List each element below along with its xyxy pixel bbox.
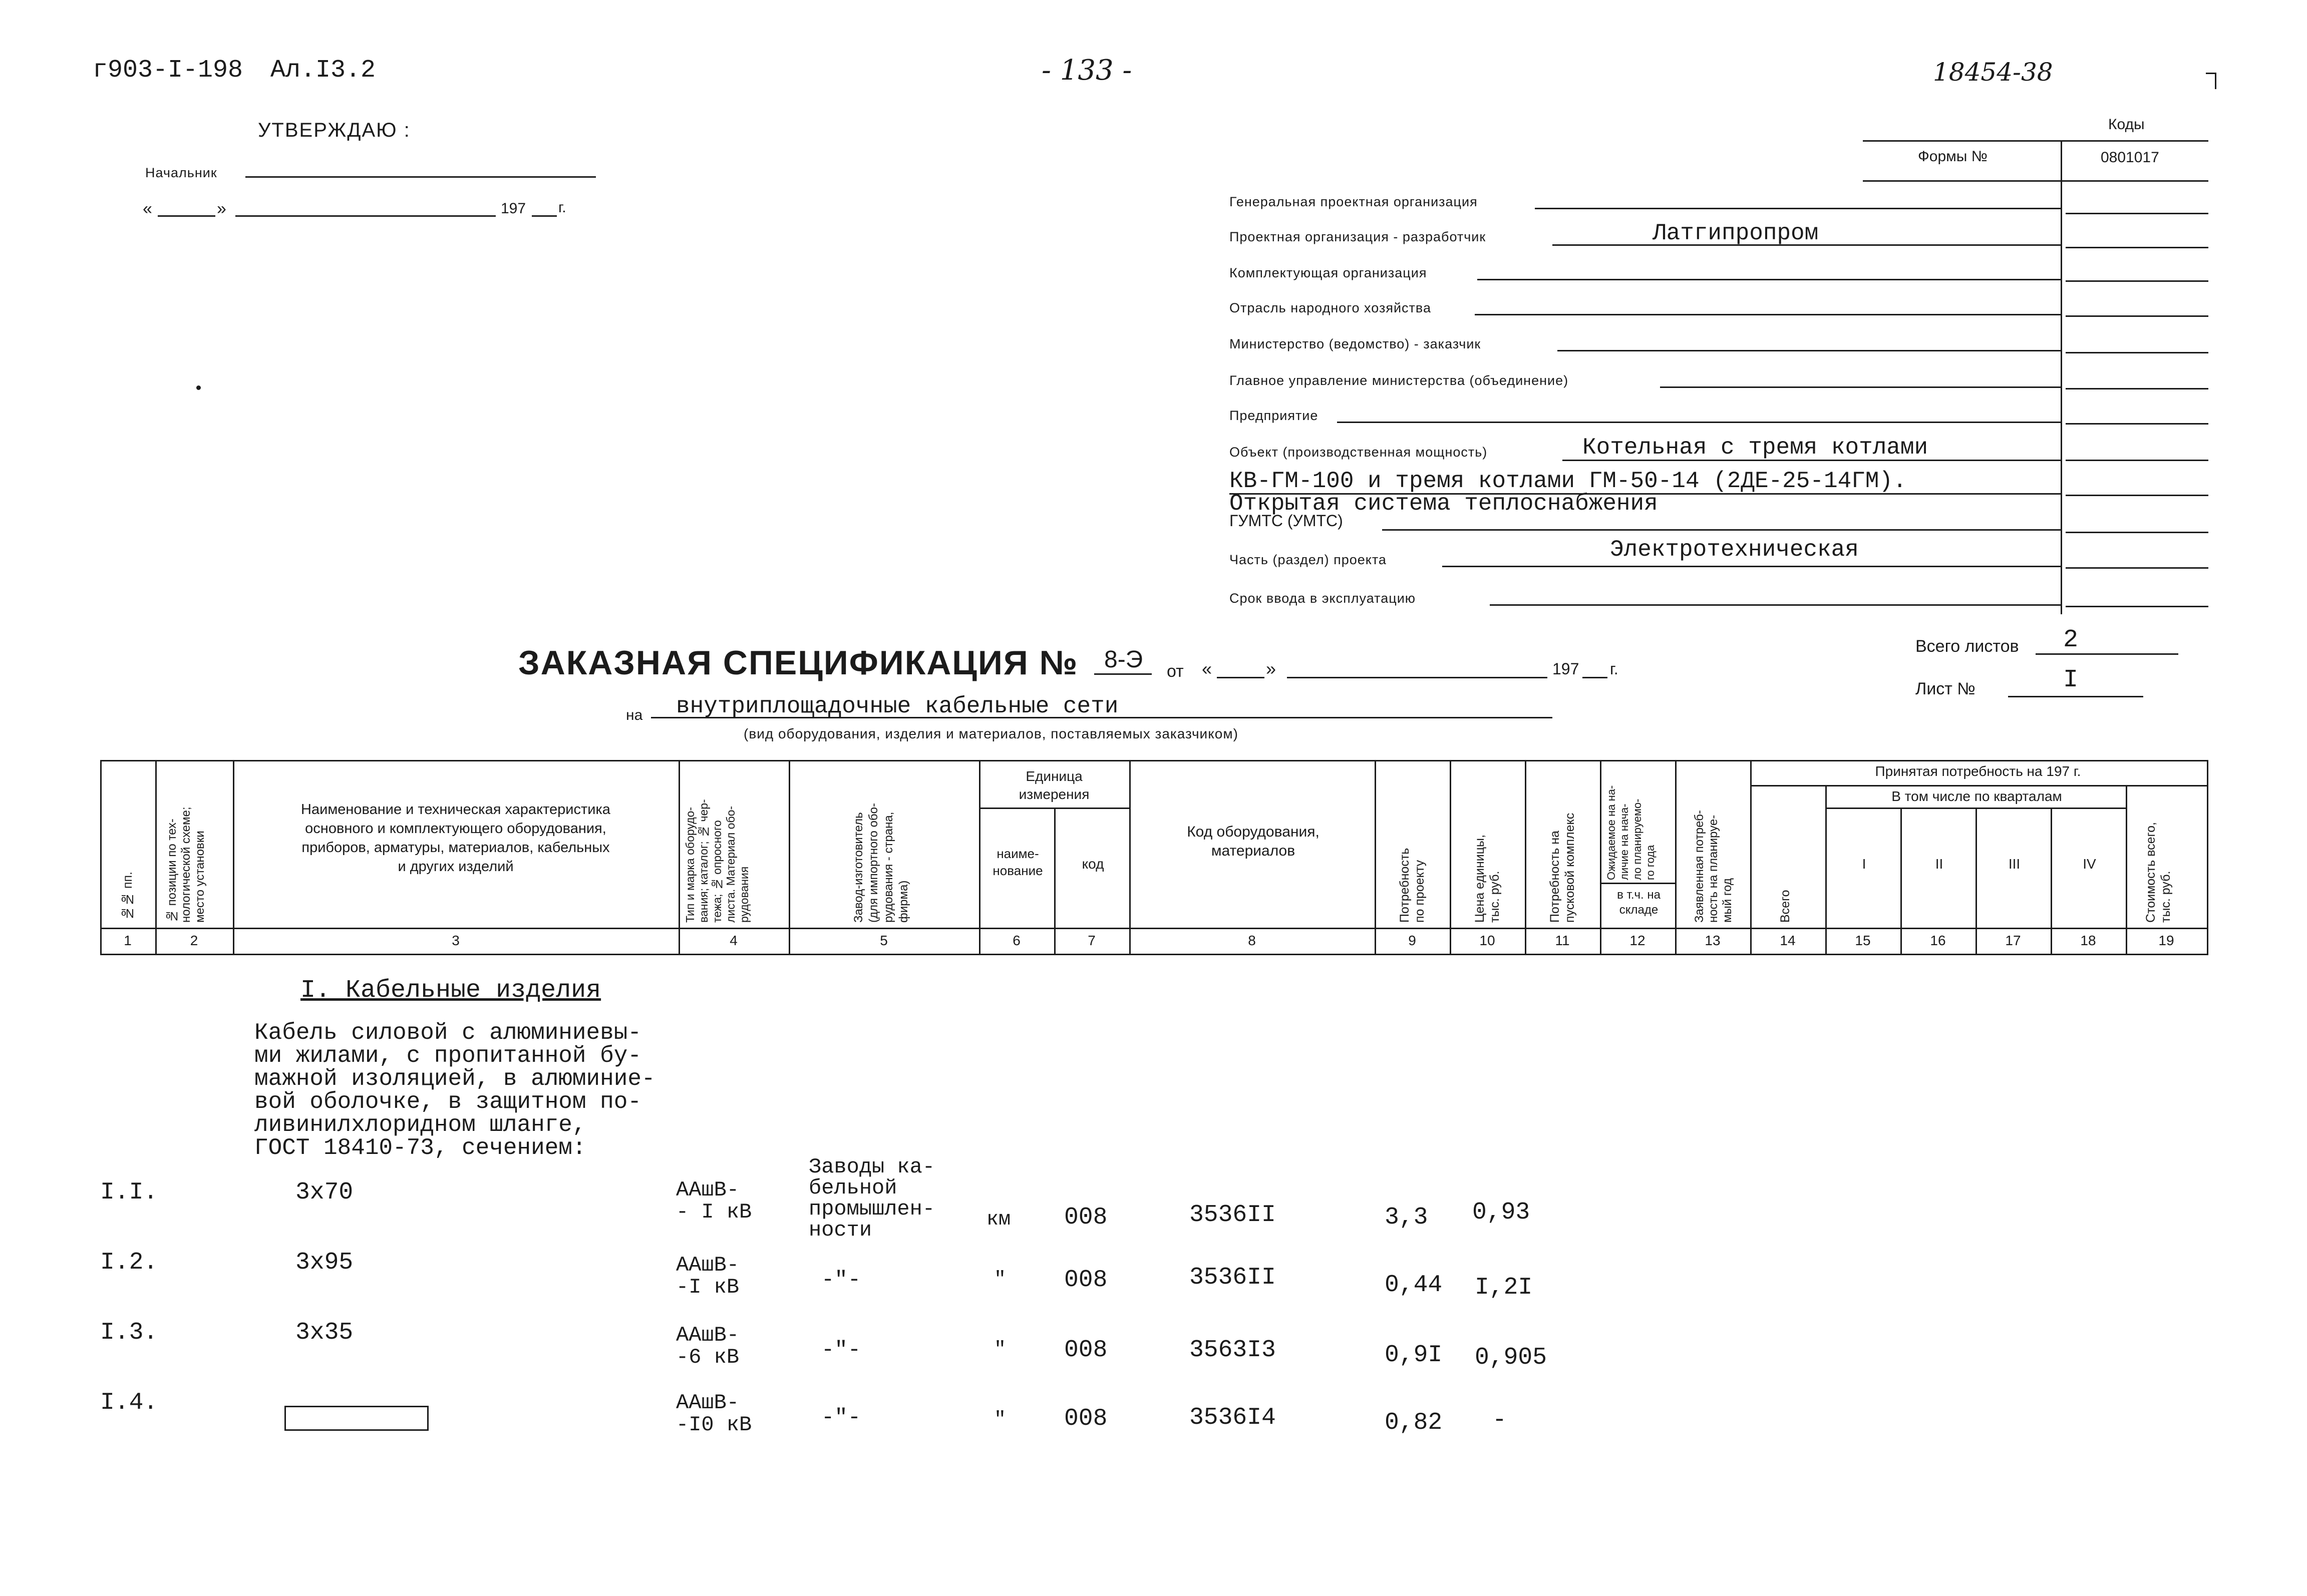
col-num: 13 [1705,933,1721,948]
col-num: 3 [452,933,460,948]
col-header-q4: IV [2083,856,2096,872]
row-price: - [1492,1407,1507,1434]
row-need: 0,82 [1385,1409,1443,1436]
col-header-q2: II [1935,856,1943,872]
sheet-value: I [2063,666,2079,694]
spec-subject: внутриплощадочные кабельные сети [676,693,1119,719]
row-need: 0,44 [1385,1272,1443,1299]
col-header-q3: III [2008,856,2021,872]
col-num: 5 [880,933,888,948]
ministry-label: Министерство (ведомство) - заказчик [1229,336,1481,351]
row-type: ААшВ- -I кВ [676,1253,740,1299]
col-header-q1: I [1862,856,1866,872]
spec-from: от [1167,662,1184,681]
ink-dot [196,385,201,390]
row-price: 0,905 [1475,1344,1547,1371]
spec-year: 197 [1552,660,1579,678]
enterprise-label: Предприятие [1229,408,1319,423]
sheet-label: Лист № [1915,679,1975,698]
col-num: 6 [1013,933,1021,948]
supply-org-label: Комплектующая организация [1229,265,1427,280]
col-num: 4 [730,933,738,948]
row-maker: -"- [821,1268,861,1293]
col-num: 15 [1855,933,1871,948]
row-number: I.4. [100,1389,158,1416]
row-unit-code: 008 [1064,1204,1108,1231]
col-header-price: Цена единицы, тыс. руб. [1473,835,1502,923]
col-num: 14 [1780,933,1796,948]
col-header-total: Всего [1778,890,1792,923]
quote-close: » [217,199,226,218]
codes-title: Коды [2108,116,2145,133]
chief-label: Начальник [145,165,217,180]
col-num: 10 [1479,933,1495,948]
album-number: Ал.I3.2 [270,56,376,85]
col-header-claimed: Заявленная потреб- ность на планируе- мый год [1693,810,1734,923]
col-num: 8 [1248,933,1256,948]
part-label: Часть (раздел) проекта [1229,552,1387,567]
approval-year: 197 [501,200,526,217]
object-label: Объект (производственная мощность) [1229,445,1488,460]
row-size-blank [284,1406,429,1431]
row-type: ААшВ- -6 кВ [676,1323,740,1369]
quote-open: « [143,199,152,218]
total-sheets-value: 2 [2063,626,2079,654]
row-price: 0,93 [1472,1199,1530,1226]
col-num: 19 [2158,933,2174,948]
col-num: 17 [2005,933,2021,948]
col-header-equipment-code: Код оборудования, материалов [1187,824,1320,859]
row-unit: км [986,1209,1011,1231]
col-header-quarters-group: В том числе по кварталам [1891,788,2062,804]
col-num: 18 [2080,933,2096,948]
spec-number: 8-Э [1104,646,1143,673]
row-code: 3563I3 [1189,1337,1276,1364]
col-header-unit-group: Единица измерения [1019,768,1090,802]
row-maker: -"- [821,1338,861,1363]
page-number: - 133 - [1042,54,1132,87]
row-code: 3536I4 [1189,1404,1276,1431]
row-size: 3х70 [295,1179,354,1206]
row-code: 3536II [1189,1202,1276,1229]
row-unit: " [994,1339,1007,1361]
col-header-type: Тип и марка оборудо- вания; каталог; № чер- тежа; № опросного листа. Материал обо- рудования [684,799,751,923]
row-unit: " [994,1409,1007,1431]
col-num: 9 [1408,933,1416,948]
spec-quote-close: » [1266,658,1276,679]
col-header-expected: Ожидаемое на на- личие на нача- ло планируемо- го года [1605,785,1657,880]
col-header-accepted-group: Принятая потребность на 197 г. [1875,763,2081,779]
row-size: 3х35 [295,1319,354,1346]
corner-mark [2206,73,2216,89]
row-maker: Заводы ка- бельной промышлен- ности [809,1155,935,1242]
col-header-position: № позиции по тех- нологической схеме; место установки [165,807,207,923]
row-code: 3536II [1189,1264,1276,1291]
row-unit-code: 008 [1064,1337,1108,1364]
row-need: 3,3 [1385,1204,1428,1231]
gumts-label: ГУМТС (УМТС) [1229,512,1343,530]
col-num: 12 [1629,933,1645,948]
spec-title: ЗАКАЗНАЯ СПЕЦИФИКАЦИЯ № [518,644,1079,682]
row-need: 0,9I [1385,1342,1443,1369]
spec-on: на [626,707,643,723]
col-num: 7 [1088,933,1096,948]
archive-number: 18454-38 [1933,58,2053,87]
document-code: г903-I-198 [93,56,243,85]
col-header-maker: Завод-изготовитель (для импортного обо- рудования - страна, фирма) [852,803,910,923]
spec-subject-caption: (вид оборудования, изделия и материалов, поставляемых заказчиком) [744,726,1238,741]
row-size: 3х95 [295,1249,354,1276]
col-header-need: Потребность по проекту [1398,848,1427,923]
col-header-num: №№ пп. [121,872,135,920]
col-header-name: Наименование и техническая характеристика основного и комплектующего оборудования, приборов, арматуры, материалов, кабельных и других изделий [301,802,610,875]
main-dept-label: Главное управление министерства (объединение) [1229,373,1569,388]
branch-label: Отрасль народного хозяйства [1229,300,1431,315]
general-org-label: Генеральная проектная организация [1229,194,1478,209]
spec-quote-open: « [1202,658,1212,679]
row-maker: -"- [821,1405,861,1430]
approval-year-suffix: г. [558,199,566,216]
object-value-1: Котельная с тремя котлами [1582,435,1928,461]
row-unit-code: 008 [1064,1267,1108,1294]
col-num: 2 [190,933,198,948]
col-num: 1 [124,933,132,948]
row-unit: " [994,1269,1007,1291]
project-org-value: Латгипропром [1653,220,1819,246]
col-header-unit-name: наиме- нование [993,846,1043,878]
col-header-unit-code: код [1082,856,1104,872]
row-unit-code: 008 [1064,1405,1108,1432]
row-number: I.I. [100,1179,158,1206]
form-label: Формы № [1918,148,1988,165]
col-num: 11 [1555,933,1570,948]
approval-heading: УТВЕРЖДАЮ : [258,119,411,141]
row-price: I,2I [1475,1274,1533,1301]
section-title: I. Кабельные изделия [300,976,601,1005]
part-value: Электротехническая [1610,537,1859,563]
row-type: ААшВ- -I0 кВ [676,1391,752,1437]
col-header-launch: Потребность на пусковой комплекс [1548,813,1577,923]
spec-year-suffix: г. [1610,660,1618,678]
col-header-stock: в т.ч. на складе [1617,888,1661,917]
spec-table-header [100,760,2208,955]
term-label: Срок ввода в эксплуатацию [1229,591,1416,606]
total-sheets-label: Всего листов [1915,637,2019,656]
section-description: Кабель силовой с алюминиевы- ми жилами, с пропитанной бу- мажной изоляцией, в алюминие- вой оболочке, в защитном по- ливинилхлоридном шланге, ГОСТ 18410-73, сечением: [254,1020,655,1161]
row-number: I.2. [100,1249,158,1276]
object-value-2: КВ-ГМ-100 и тремя котлами ГМ-50-14 (2ДЕ-25-14ГМ). [1229,468,1907,494]
row-type: ААшВ- - I кВ [676,1178,752,1224]
project-org-label: Проектная организация - разработчик [1229,229,1486,244]
form-code: 0801017 [2101,149,2159,166]
col-header-cost: Стоимость всего, тыс. руб. [2144,822,2173,923]
col-num: 16 [1930,933,1946,948]
row-number: I.3. [100,1319,158,1346]
object-value-3: Открытая система теплоснабжения [1229,491,1658,517]
